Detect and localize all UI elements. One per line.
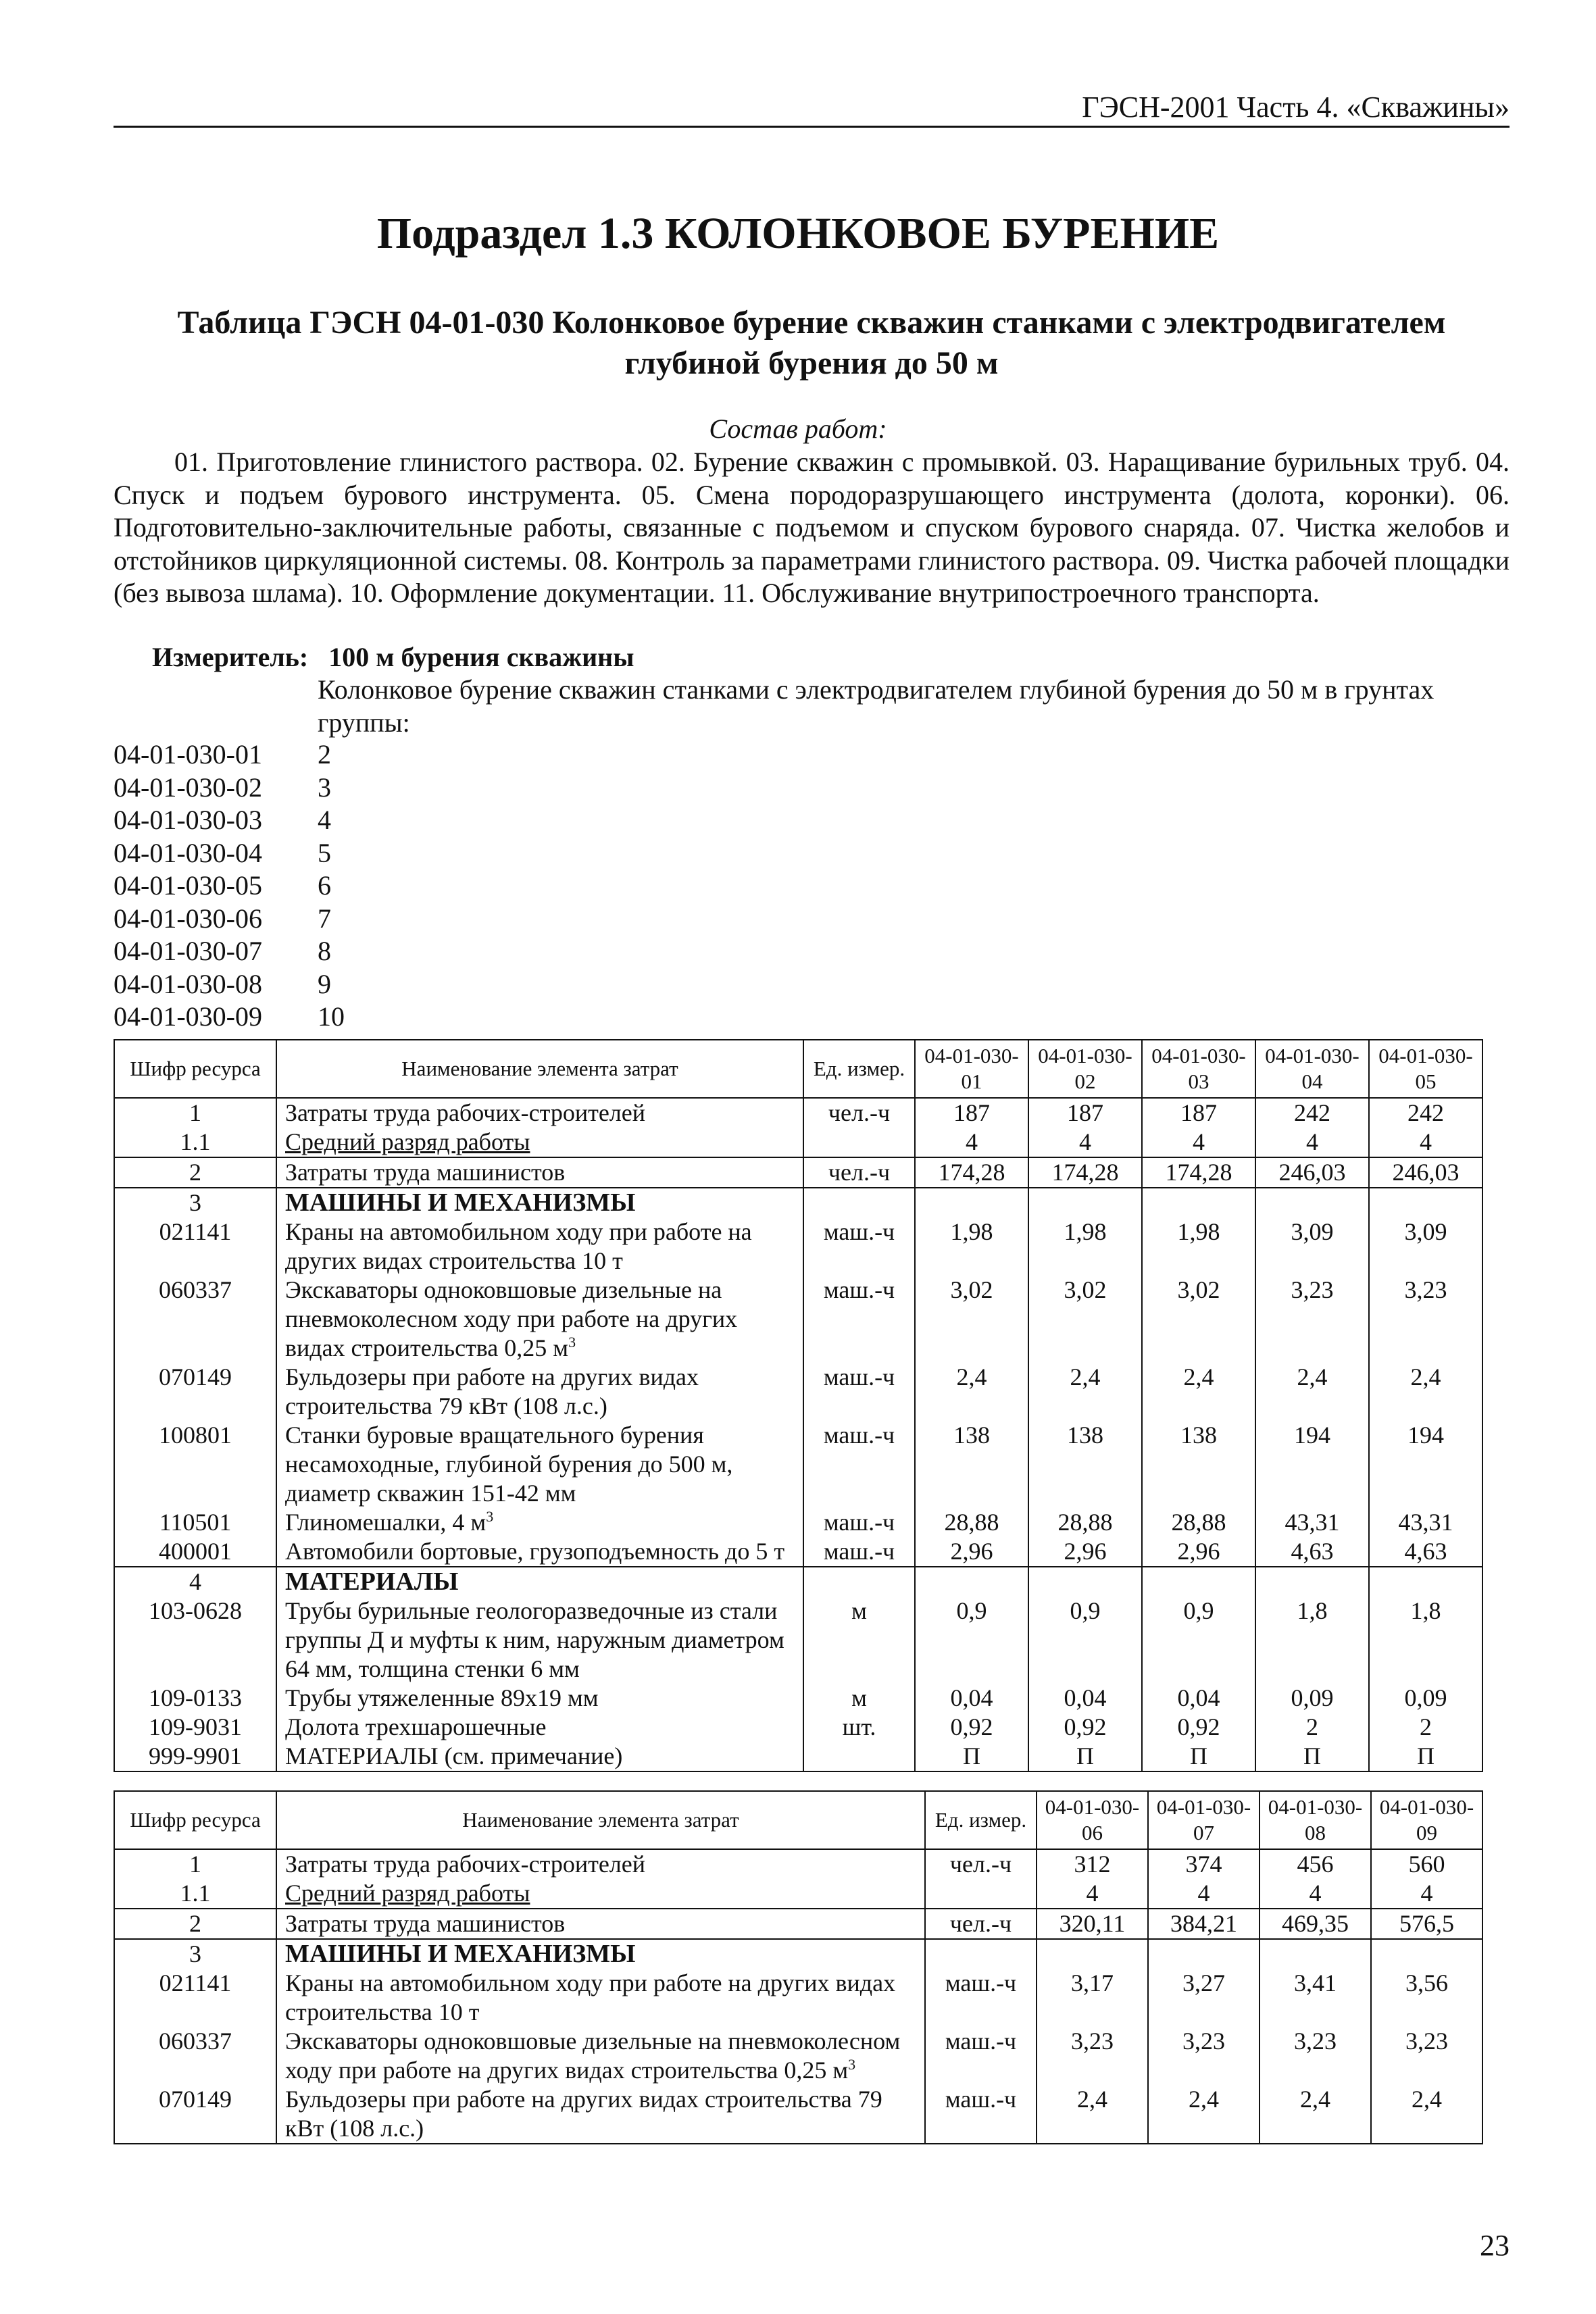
- resource-name: [276, 1098, 803, 1128]
- norm-value: 246,03: [1369, 1157, 1482, 1188]
- resource-name-text: Экскаваторы одноковшовые дизельные на пневмоколесном ходу при работе на других видах строительства 0,25 м: [285, 2028, 901, 2084]
- norm-value: 4: [1148, 1879, 1260, 1909]
- norm-value: [1371, 1939, 1482, 1969]
- norm-value: 4: [1142, 1128, 1255, 1157]
- norm-value: 2,4: [1369, 1363, 1482, 1421]
- resource-name: [276, 2085, 925, 2144]
- norm-value: 194: [1369, 1421, 1482, 1508]
- unit-of-measure: [803, 1188, 915, 1217]
- running-header: ГЭСН-2001 Часть 4. «Скважины»: [1082, 91, 1510, 124]
- header-norm-code: 04-01-030-03: [1142, 1040, 1255, 1098]
- norm-value: 2: [1369, 1713, 1482, 1742]
- norm-value: 3,09: [1255, 1217, 1369, 1276]
- table-row: [114, 1363, 1482, 1421]
- header-norm-code: 04-01-030-07: [1148, 1791, 1260, 1849]
- resource-name-text: Станки буровые вращательного бурения несамоходные, глубиной бурения до 500 м, диаметр скважин 151-42 мм: [285, 1422, 733, 1507]
- resource-name: [276, 1969, 925, 2027]
- unit-of-measure: [803, 1128, 915, 1157]
- resource-name: [276, 1421, 803, 1508]
- norm-value: 1,8: [1255, 1596, 1369, 1684]
- norm-value: [1369, 1567, 1482, 1596]
- resource-cipher: 1.1: [114, 1128, 276, 1157]
- norm-value: П: [1028, 1742, 1142, 1771]
- soil-group: 3: [318, 772, 331, 803]
- norm-value: 0,9: [1028, 1596, 1142, 1684]
- norm-value: 138: [1028, 1421, 1142, 1508]
- section-title: Подраздел 1.3 КОЛОНКОВОЕ БУРЕНИЕ: [376, 209, 1220, 258]
- resource-cipher: 4: [114, 1567, 276, 1596]
- table-header-row: [114, 1791, 1482, 1849]
- resource-name: [276, 1276, 803, 1363]
- norm-code-row: [114, 1001, 372, 1034]
- header-norm-code: 04-01-030-09: [1371, 1791, 1482, 1849]
- norm-value: 2,4: [1148, 2085, 1260, 2144]
- norm-value: 3,41: [1260, 1969, 1371, 2027]
- norm-value: 3,23: [1371, 2027, 1482, 2085]
- soil-group: 8: [318, 936, 331, 966]
- norm-value: 0,09: [1369, 1684, 1482, 1713]
- unit-of-measure: м: [803, 1684, 915, 1713]
- unit-of-measure: чел.-ч: [803, 1098, 915, 1128]
- resource-name-text: МАТЕРИАЛЫ: [285, 1567, 459, 1596]
- resource-cipher: 2: [114, 1909, 276, 1939]
- composition-text: 01. Приготовление глинистого раствора. 02. Бурение скважин с промывкой. 03. Наращивание бурильных труб. 04. Спуск и подъем бурового инструмента. 05. Смена породоразрушающего инструмента (долота, коронки). 06. Подготовительно-заключительные работы, связанные с подъемом и спуском бурового снаряда. 07. Чистка желобов и отстойников циркуляционной системы. 08. Контроль за параметрами глинистого раствора. 09. Чистка рабочей площадки (без вывоза шлама). 10. Оформление документации. 11. Обслуживание внутрипостроечного транспорта.: [114, 447, 1510, 608]
- table-body: [114, 1849, 1482, 2144]
- norm-code-row: [114, 968, 372, 1001]
- norm-value: 3,23: [1369, 1276, 1482, 1363]
- resource-name-text: МАШИНЫ И МЕХАНИЗМЫ: [285, 1940, 636, 1968]
- header-norm-code: 04-01-030-06: [1037, 1791, 1148, 1849]
- table-row: [114, 2027, 1482, 2085]
- norm-value: 0,04: [1142, 1684, 1255, 1713]
- resource-name-text: Затраты труда машинистов: [285, 1159, 566, 1186]
- resource-name-text: Краны на автомобильном ходу при работе на других видах строительства 10 т: [285, 1969, 896, 2026]
- norm-value: 384,21: [1148, 1909, 1260, 1939]
- soil-group: 5: [318, 837, 331, 868]
- table-row: [114, 1128, 1482, 1157]
- norm-value: 187: [1142, 1098, 1255, 1128]
- resource-name: [276, 1596, 803, 1684]
- table-row: [114, 2085, 1482, 2144]
- norm-code-list: [114, 738, 372, 1034]
- resource-name: [276, 1713, 803, 1742]
- unit-of-measure: маш.-ч: [803, 1363, 915, 1421]
- table-row: [114, 1421, 1482, 1508]
- table-row: [114, 1217, 1482, 1276]
- norm-code: 04-01-030-05: [114, 870, 262, 901]
- resource-name-text: Затраты труда рабочих-строителей: [285, 1099, 646, 1126]
- header-norm-code: 04-01-030-08: [1260, 1791, 1371, 1849]
- resource-name-text: Затраты труда машинистов: [285, 1910, 566, 1937]
- norm-value: 312: [1037, 1849, 1148, 1879]
- norm-value: [1255, 1188, 1369, 1217]
- header-norm-code: 04-01-030-02: [1028, 1040, 1142, 1098]
- table-row: [114, 1508, 1482, 1537]
- resource-cipher: 021141: [114, 1217, 276, 1276]
- table-row: [114, 1098, 1482, 1128]
- norm-value: 1,98: [915, 1217, 1028, 1276]
- norm-value: 2,96: [1028, 1537, 1142, 1567]
- norm-value: 3,02: [1028, 1276, 1142, 1363]
- norm-code-row: [114, 772, 372, 805]
- norm-value: 0,92: [1028, 1713, 1142, 1742]
- table-row: [114, 1596, 1482, 1684]
- header-name: Наименование элемента затрат: [276, 1040, 803, 1098]
- norm-value: 3,56: [1371, 1969, 1482, 2027]
- header-norm-code: 04-01-030-01: [915, 1040, 1028, 1098]
- resource-cipher: 3: [114, 1188, 276, 1217]
- norm-value: 576,5: [1371, 1909, 1482, 1939]
- header-cipher: Шифр ресурса: [114, 1040, 276, 1098]
- norm-value: 242: [1369, 1098, 1482, 1128]
- table-row: [114, 1969, 1482, 2027]
- header-cipher: Шифр ресурса: [114, 1791, 276, 1849]
- resource-cipher: 110501: [114, 1508, 276, 1537]
- header-unit: Ед. измер.: [925, 1791, 1037, 1849]
- norm-value: 2,4: [1371, 2085, 1482, 2144]
- resource-name: [276, 1567, 803, 1596]
- unit-superscript: 3: [568, 1334, 576, 1351]
- unit-of-measure: чел.-ч: [803, 1157, 915, 1188]
- table-row: [114, 1188, 1482, 1217]
- resource-cipher: 060337: [114, 2027, 276, 2085]
- norm-code: 04-01-030-06: [114, 903, 262, 934]
- resource-cipher: 109-0133: [114, 1684, 276, 1713]
- table-row: [114, 1742, 1482, 1771]
- norm-value: 0,92: [1142, 1713, 1255, 1742]
- resource-cipher: 103-0628: [114, 1596, 276, 1684]
- resource-cipher: 109-9031: [114, 1713, 276, 1742]
- resource-cipher: 1: [114, 1098, 276, 1128]
- resource-name: [276, 1684, 803, 1713]
- resource-name: [276, 1508, 803, 1537]
- norm-code-row: [114, 935, 372, 968]
- norm-value: [1037, 1939, 1148, 1969]
- norm-value: 0,92: [915, 1713, 1028, 1742]
- resource-name: [276, 1849, 925, 1879]
- resource-name: [276, 1217, 803, 1276]
- norm-value: 2,96: [1142, 1537, 1255, 1567]
- norm-value: 0,04: [1028, 1684, 1142, 1713]
- norm-value: 4: [1369, 1128, 1482, 1157]
- resource-name-text: МАТЕРИАЛЫ (см. примечание): [285, 1742, 623, 1769]
- resource-cipher: 3: [114, 1939, 276, 1969]
- resource-name-text: Бульдозеры при работе на других видах строительства 79 кВт (108 л.с.): [285, 1363, 699, 1419]
- norm-value: П: [1142, 1742, 1255, 1771]
- resource-table-1: [114, 1039, 1483, 1772]
- resource-name: [276, 1742, 803, 1771]
- resource-cipher: 100801: [114, 1421, 276, 1508]
- resource-cipher: 070149: [114, 1363, 276, 1421]
- norm-value: 4: [1037, 1879, 1148, 1909]
- norm-value: 138: [1142, 1421, 1255, 1508]
- norm-value: 242: [1255, 1098, 1369, 1128]
- header-norm-code: 04-01-030-04: [1255, 1040, 1369, 1098]
- norm-value: [1260, 1939, 1371, 1969]
- norm-value: 4: [1255, 1128, 1369, 1157]
- norm-value: 43,31: [1369, 1508, 1482, 1537]
- norm-value: 4,63: [1369, 1537, 1482, 1567]
- meter: [152, 642, 634, 673]
- table-row: [114, 1713, 1482, 1742]
- norm-value: П: [1369, 1742, 1482, 1771]
- soil-group: 4: [318, 805, 331, 835]
- norm-value: 246,03: [1255, 1157, 1369, 1188]
- unit-of-measure: [803, 1567, 915, 1596]
- norm-value: 469,35: [1260, 1909, 1371, 1939]
- norm-value: 1,8: [1369, 1596, 1482, 1684]
- unit-of-measure: чел.-ч: [925, 1849, 1037, 1879]
- unit-of-measure: маш.-ч: [803, 1276, 915, 1363]
- norm-value: П: [1255, 1742, 1369, 1771]
- table-body: [114, 1098, 1482, 1771]
- norm-value: 2: [1255, 1713, 1369, 1742]
- norm-value: [1142, 1567, 1255, 1596]
- norm-value: 0,9: [915, 1596, 1028, 1684]
- table-row: [114, 1684, 1482, 1713]
- table-row: [114, 1909, 1482, 1939]
- resource-name-text: Средний разряд работы: [285, 1880, 530, 1907]
- table-header-row: [114, 1040, 1482, 1098]
- unit-of-measure: м: [803, 1596, 915, 1684]
- norm-value: 194: [1255, 1421, 1369, 1508]
- norm-value: 174,28: [1142, 1157, 1255, 1188]
- unit-of-measure: шт.: [803, 1713, 915, 1742]
- norm-value: 0,09: [1255, 1684, 1369, 1713]
- resource-name-text: Бульдозеры при работе на других видах строительства 79 кВт (108 л.с.): [285, 2086, 882, 2142]
- norm-value: 2,4: [1037, 2085, 1148, 2144]
- norm-value: 2,4: [1142, 1363, 1255, 1421]
- soil-group: 2: [318, 739, 331, 770]
- norm-value: 28,88: [1028, 1508, 1142, 1537]
- norm-code-row: [114, 870, 372, 903]
- norm-value: 4: [1371, 1879, 1482, 1909]
- resource-name-text: Экскаваторы одноковшовые дизельные на пневмоколесном ходу при работе на других видах строительства 0,25 м: [285, 1276, 738, 1361]
- unit-of-measure: [925, 1939, 1037, 1969]
- header-name: Наименование элемента затрат: [276, 1791, 925, 1849]
- norm-code: 04-01-030-02: [114, 772, 262, 803]
- norm-value: П: [915, 1742, 1028, 1771]
- norm-value: 3,23: [1255, 1276, 1369, 1363]
- norm-value: 174,28: [915, 1157, 1028, 1188]
- resource-name-text: Автомобили бортовые, грузоподъемность до 5 т: [285, 1538, 785, 1565]
- norm-value: 3,09: [1369, 1217, 1482, 1276]
- norm-code: 04-01-030-07: [114, 936, 262, 966]
- resource-name-text: Глиномешалки, 4 м: [285, 1509, 487, 1536]
- header-rule: [114, 126, 1510, 128]
- unit-of-measure: [925, 1879, 1037, 1909]
- norm-value: 43,31: [1255, 1508, 1369, 1537]
- resource-cipher: 070149: [114, 2085, 276, 2144]
- norm-value: 2,4: [1255, 1363, 1369, 1421]
- resource-name-text: Трубы утяжеленные 89х19 мм: [285, 1684, 599, 1711]
- table-title: Таблица ГЭСН 04-01-030 Колонковое бурение скважин станками с электродвигателем глубиной бурения до 50 м: [177, 305, 1446, 381]
- composition-title: Состав работ:: [709, 413, 887, 444]
- soil-group: 9: [318, 968, 331, 999]
- resource-name-text: Трубы бурильные геологоразведочные из стали группы Д и муфты к ним, наружным диаметром 64 мм, толщина стенки 6 мм: [285, 1597, 784, 1682]
- norm-value: [1142, 1188, 1255, 1217]
- norm-code: 04-01-030-04: [114, 837, 262, 868]
- norm-value: 4: [915, 1128, 1028, 1157]
- norm-value: 456: [1260, 1849, 1371, 1879]
- unit-of-measure: маш.-ч: [803, 1421, 915, 1508]
- resource-name: [276, 1939, 925, 1969]
- resource-name: [276, 1188, 803, 1217]
- resource-cipher: 060337: [114, 1276, 276, 1363]
- header-norm-code: 04-01-030-05: [1369, 1040, 1482, 1098]
- meter-value: 100 м бурения скважины: [328, 642, 634, 672]
- unit-of-measure: чел.-ч: [925, 1909, 1037, 1939]
- norm-value: 174,28: [1028, 1157, 1142, 1188]
- resource-name: [276, 2027, 925, 2085]
- norm-value: 3,23: [1260, 2027, 1371, 2085]
- resource-name: [276, 1128, 803, 1157]
- norm-value: 3,17: [1037, 1969, 1148, 2027]
- unit-of-measure: маш.-ч: [803, 1217, 915, 1276]
- norm-value: [915, 1567, 1028, 1596]
- resource-table-2: [114, 1790, 1483, 2144]
- norm-value: 28,88: [915, 1508, 1028, 1537]
- norm-value: [1028, 1567, 1142, 1596]
- norm-value: 2,96: [915, 1537, 1028, 1567]
- norm-code-row: [114, 804, 372, 837]
- norm-value: 3,23: [1037, 2027, 1148, 2085]
- table-row: [114, 1939, 1482, 1969]
- norm-code-row: [114, 837, 372, 870]
- resource-name: [276, 1363, 803, 1421]
- norm-value: 187: [1028, 1098, 1142, 1128]
- norm-value: 0,9: [1142, 1596, 1255, 1684]
- norm-value: 4: [1028, 1128, 1142, 1157]
- table-row: [114, 1879, 1482, 1909]
- resource-name: [276, 1909, 925, 1939]
- unit-of-measure: маш.-ч: [803, 1537, 915, 1567]
- resource-cipher: 400001: [114, 1537, 276, 1567]
- page-number: 23: [1480, 2229, 1510, 2262]
- norm-value: 0,04: [915, 1684, 1028, 1713]
- norm-value: 187: [915, 1098, 1028, 1128]
- norm-code: 04-01-030-08: [114, 968, 262, 999]
- resource-name-text: Долота трехшарошечные: [285, 1713, 547, 1740]
- norm-code-row: [114, 738, 372, 772]
- norm-value: 320,11: [1037, 1909, 1148, 1939]
- unit-superscript: 3: [848, 2056, 856, 2073]
- table-row: [114, 1849, 1482, 1879]
- resource-name: [276, 1879, 925, 1909]
- intro-text: Колонковое бурение скважин станками с электродвигателем глубиной бурения до 50 м в грунтах группы:: [318, 674, 1435, 738]
- unit-of-measure: маш.-ч: [803, 1508, 915, 1537]
- norm-value: 28,88: [1142, 1508, 1255, 1537]
- resource-cipher: 1.1: [114, 1879, 276, 1909]
- resource-cipher: 2: [114, 1157, 276, 1188]
- norm-value: 4,63: [1255, 1537, 1369, 1567]
- norm-value: [1148, 1939, 1260, 1969]
- norm-value: 374: [1148, 1849, 1260, 1879]
- norm-value: 1,98: [1028, 1217, 1142, 1276]
- norm-value: 3,27: [1148, 1969, 1260, 2027]
- norm-value: 4: [1260, 1879, 1371, 1909]
- soil-group: 7: [318, 903, 331, 934]
- resource-name-text: Затраты труда рабочих-строителей: [285, 1851, 646, 1878]
- norm-value: [915, 1188, 1028, 1217]
- norm-code: 04-01-030-09: [114, 1001, 262, 1032]
- resource-cipher: 021141: [114, 1969, 276, 2027]
- norm-code: 04-01-030-01: [114, 739, 262, 770]
- norm-value: 560: [1371, 1849, 1482, 1879]
- norm-value: 138: [915, 1421, 1028, 1508]
- norm-code-row: [114, 903, 372, 936]
- norm-value: 3,23: [1148, 2027, 1260, 2085]
- table-row: [114, 1276, 1482, 1363]
- resource-cipher: 999-9901: [114, 1742, 276, 1771]
- norm-value: [1369, 1188, 1482, 1217]
- unit-of-measure: маш.-ч: [925, 1969, 1037, 2027]
- norm-value: [1028, 1188, 1142, 1217]
- norm-code: 04-01-030-03: [114, 805, 262, 835]
- norm-value: 2,4: [1028, 1363, 1142, 1421]
- resource-name-text: Краны на автомобильном ходу при работе на других видах строительства 10 т: [285, 1218, 752, 1274]
- resource-name: [276, 1157, 803, 1188]
- norm-value: 1,98: [1142, 1217, 1255, 1276]
- unit-of-measure: маш.-ч: [925, 2027, 1037, 2085]
- soil-group: 10: [318, 1001, 345, 1032]
- table-row: [114, 1567, 1482, 1596]
- norm-value: 3,02: [915, 1276, 1028, 1363]
- norm-value: 2,4: [1260, 2085, 1371, 2144]
- unit-of-measure: [803, 1742, 915, 1771]
- resource-name-text: МАШИНЫ И МЕХАНИЗМЫ: [285, 1188, 636, 1217]
- norm-value: 3,02: [1142, 1276, 1255, 1363]
- norm-value: 2,4: [915, 1363, 1028, 1421]
- resource-cipher: 1: [114, 1849, 276, 1879]
- header-unit: Ед. измер.: [803, 1040, 915, 1098]
- resource-name: [276, 1537, 803, 1567]
- resource-name-text: Средний разряд работы: [285, 1128, 530, 1155]
- table-row: [114, 1537, 1482, 1567]
- unit-of-measure: маш.-ч: [925, 2085, 1037, 2144]
- table-row: [114, 1157, 1482, 1188]
- unit-superscript: 3: [486, 1508, 494, 1525]
- norm-value: [1255, 1567, 1369, 1596]
- soil-group: 6: [318, 870, 331, 901]
- meter-label: Измеритель:: [152, 642, 309, 672]
